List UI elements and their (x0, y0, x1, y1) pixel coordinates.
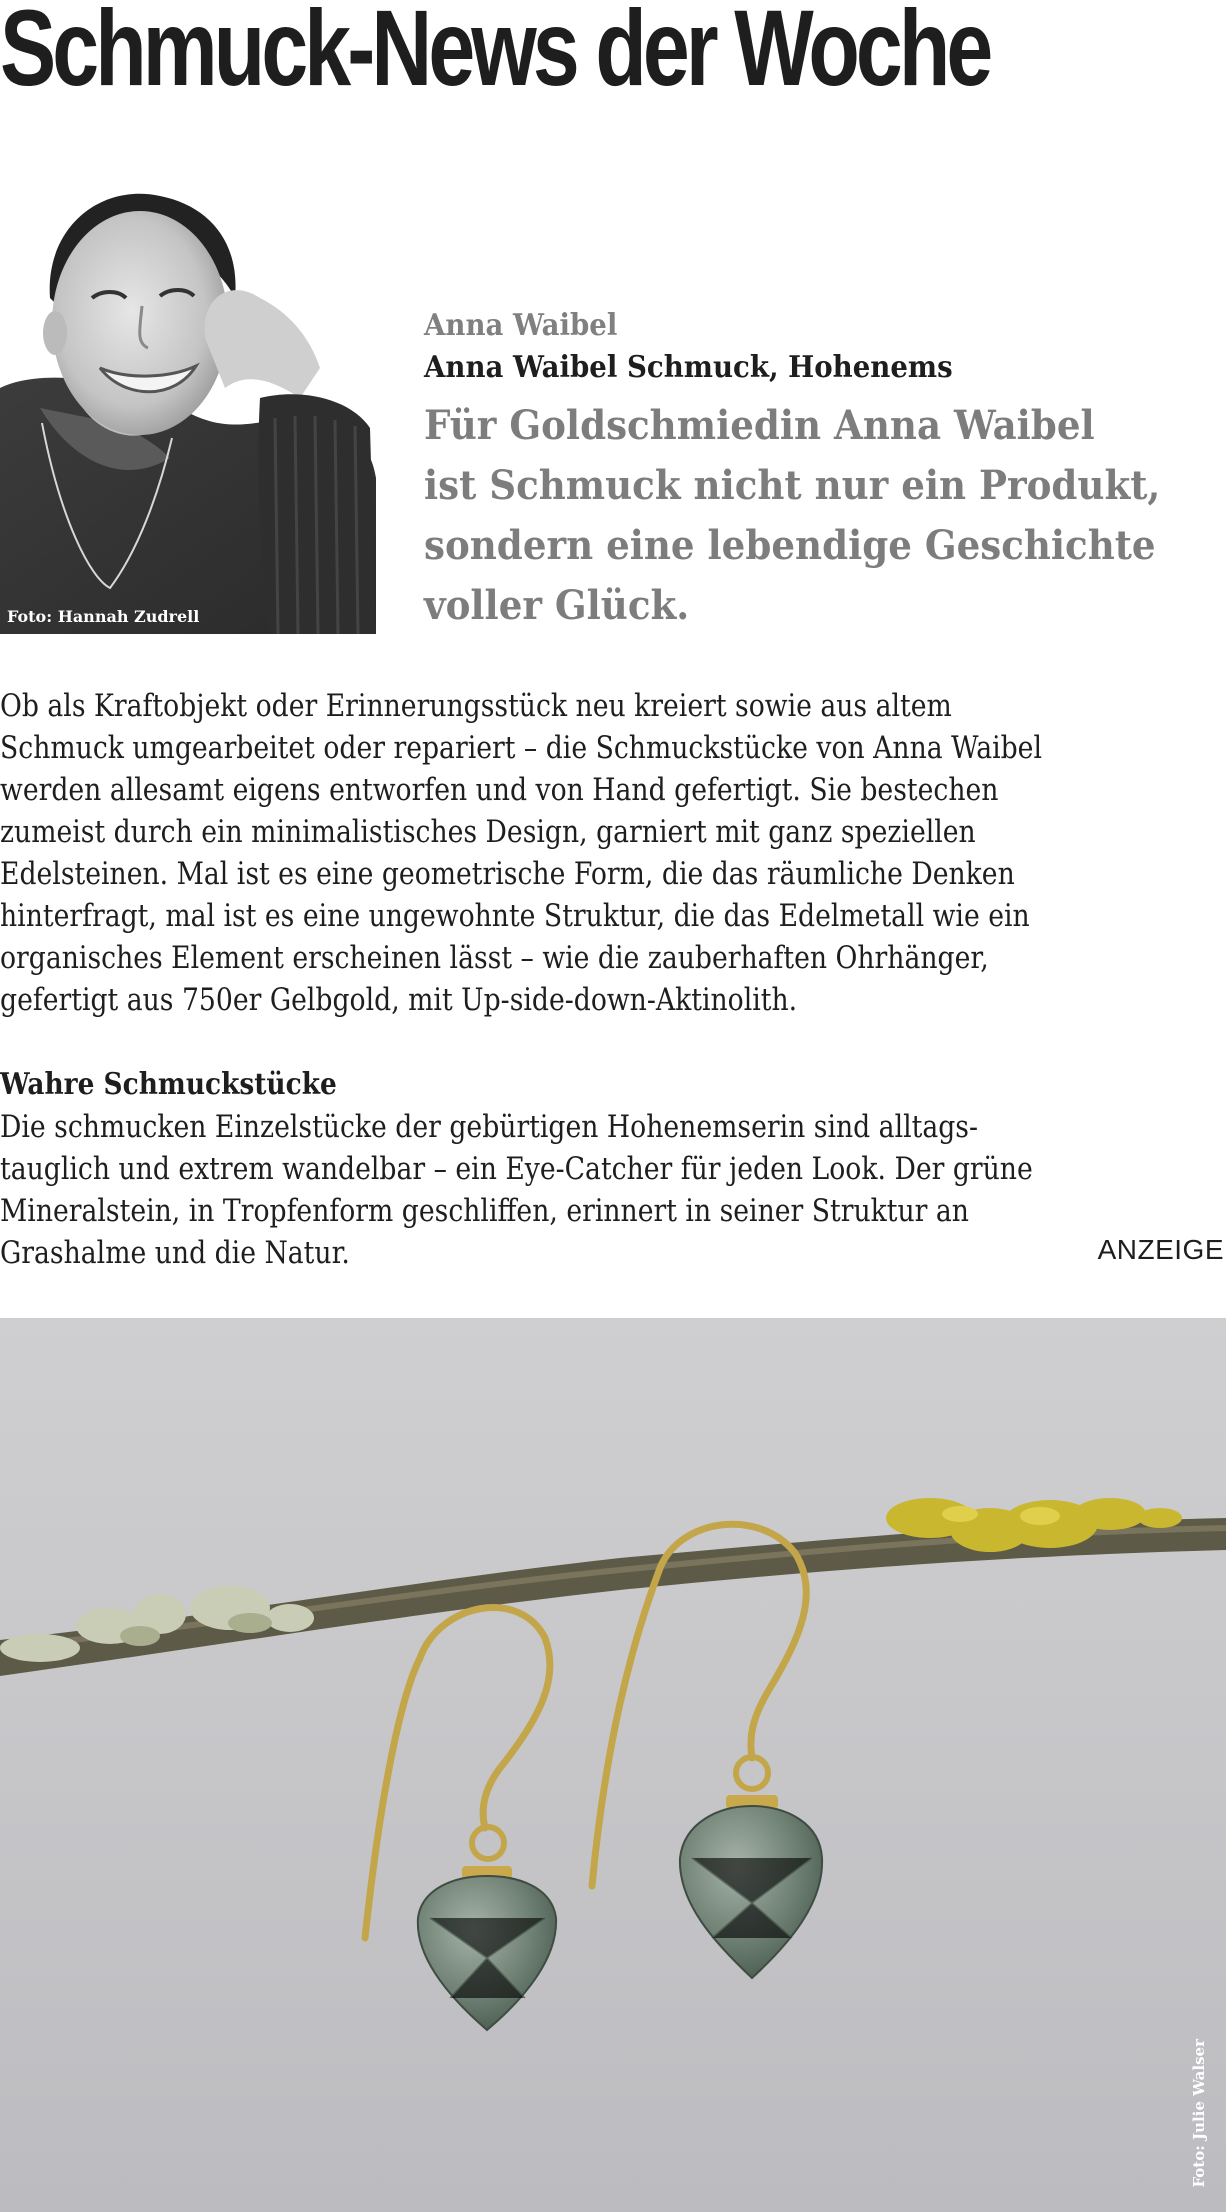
text-line: Schmuck umgearbeitet oder repariert – die Schmuckstücke von Anna Waibel (0, 730, 1042, 766)
text-line: gefertigt aus 750er Gelbgold, mit Up-side-down-Aktinolith. (0, 982, 798, 1018)
text-line: Grashalme und die Natur. (0, 1235, 350, 1271)
text-line: Die schmucken Einzelstücke der gebürtigen Hohenemserin sind alltags- (0, 1109, 979, 1145)
ad-label: ANZEIGE (1097, 1234, 1224, 1265)
earrings-image (0, 1318, 1226, 2212)
text-line: werden allesamt eigens entworfen und von Hand gefertigt. Sie bestechen (0, 772, 999, 808)
text-line: tauglich und extrem wandelbar – ein Eye-Catcher für jeden Look. Der grüne (0, 1151, 1033, 1187)
lead-line: ist Schmuck nicht nur ein Produkt, (424, 462, 1161, 509)
author-portrait (0, 188, 376, 634)
text-line: zumeist durch ein minimalistisches Design, garniert mit ganz speziellen (0, 814, 976, 850)
text-line: Mineralstein, in Tropfenform geschliffen, erinnert in seiner Struktur an (0, 1193, 969, 1229)
headline: Schmuck-News der Woche (0, 0, 990, 108)
lead-line: voller Glück. (424, 582, 690, 629)
text-line: Edelsteinen. Mal ist es eine geometrische Form, die das räumliche Denken (0, 856, 1015, 892)
lead-line: Für Goldschmiedin Anna Waibel (424, 402, 1095, 449)
portrait-image (0, 188, 376, 634)
subheading: Wahre Schmuckstücke (0, 1067, 337, 1102)
portrait-photo-credit: Foto: Hannah Zudrell (7, 607, 200, 626)
lead-text (424, 396, 1159, 636)
text-line: Ob als Kraftobjekt oder Erinnerungsstück neu kreiert sowie aus altem (0, 688, 952, 724)
author-name: Anna Waibel (424, 308, 618, 343)
photo-credit: Foto: Julie Walser (1190, 2039, 1208, 2188)
author-company: Anna Waibel Schmuck, Hohenems (424, 350, 953, 385)
body-paragraph-1 (0, 685, 1226, 1021)
body-paragraph-2 (0, 1106, 1226, 1274)
text-line: organisches Element erscheinen lässt – wie die zauberhaften Ohrhänger, (0, 940, 989, 976)
byline (424, 306, 1214, 636)
text-line: hinterfragt, mal ist es eine ungewohnte Struktur, die das Edelmetall wie ein (0, 898, 1030, 934)
product-photo (0, 1318, 1226, 2212)
lead-line: sondern eine lebendige Geschichte (424, 522, 1156, 569)
